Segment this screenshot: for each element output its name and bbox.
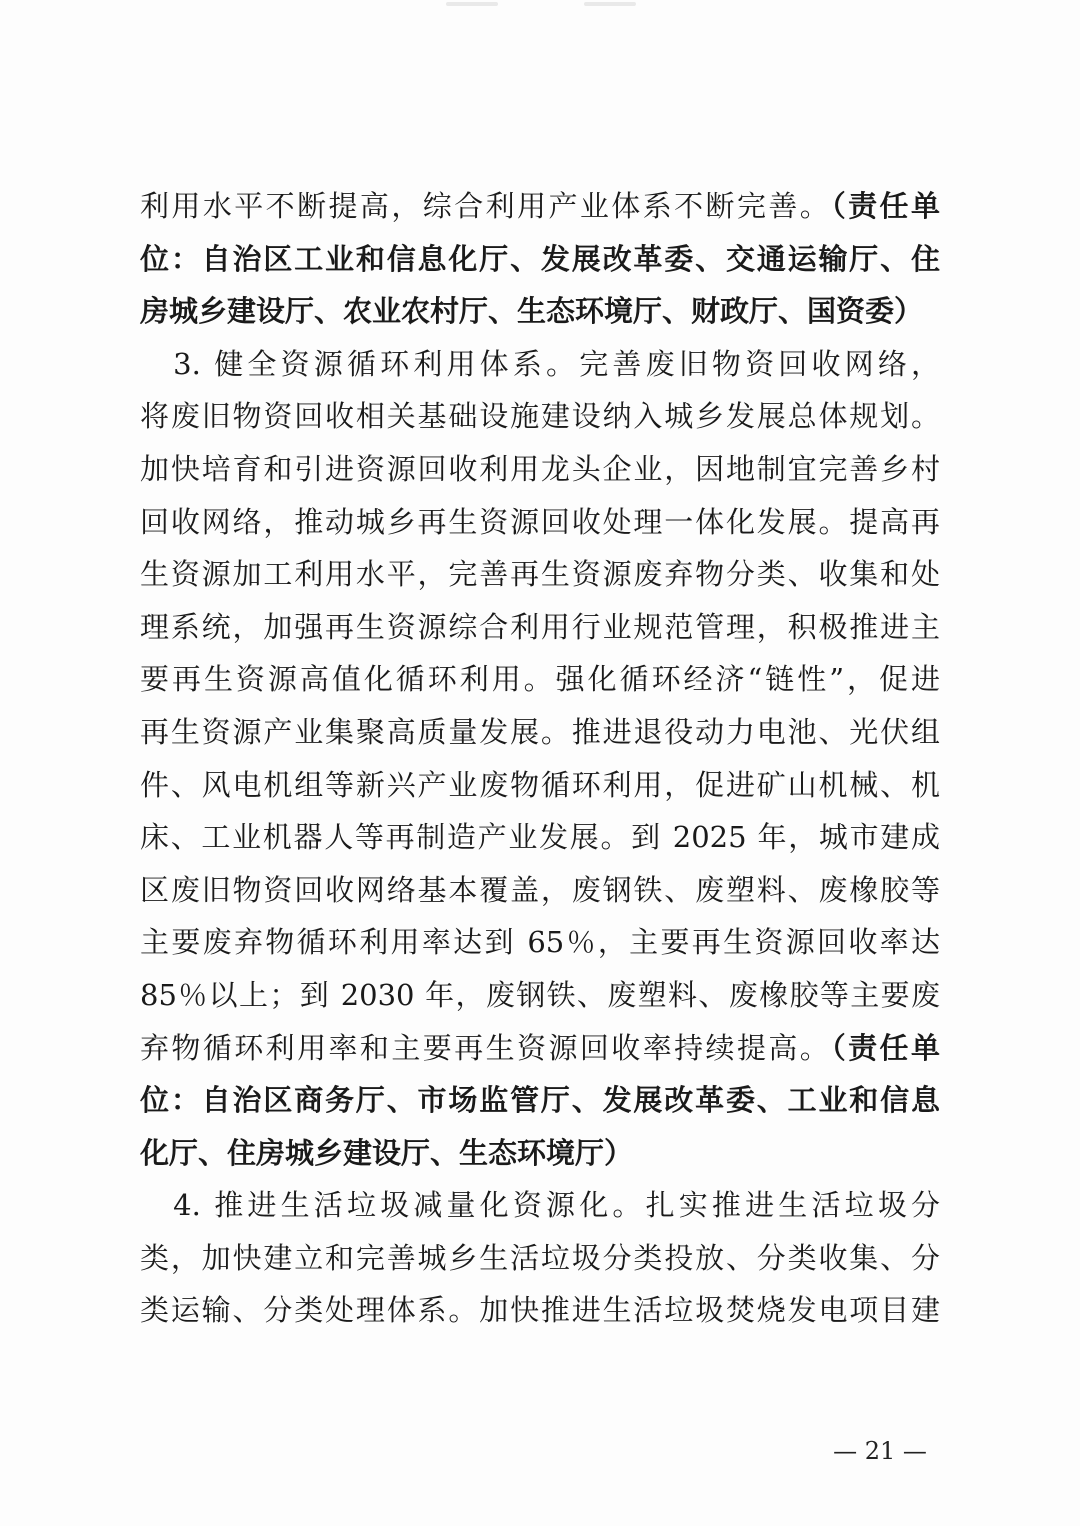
text-run: 3. 健全资源循环利用体系。完善废旧物资回收网络， — [140, 346, 940, 381]
scan-artifact — [446, 2, 498, 6]
text-run: 要再生资源高值化循环利用。强化循环经济“链性”，促进 — [140, 662, 940, 697]
text-run: 回收网络，推动城乡再生资源回收处理一体化发展。提高再 — [140, 504, 940, 539]
text-line — [140, 496, 940, 549]
responsibility-note: 位：自治区工业和信息化厅、发展改革委、交通运输厅、住 — [140, 241, 940, 276]
text-line — [140, 390, 940, 443]
text-run: 类，加快建立和完善城乡生活垃圾分类投放、分类收集、分 — [140, 1240, 940, 1275]
text-line — [140, 285, 940, 338]
text-line — [140, 1232, 940, 1285]
text-line — [140, 864, 940, 917]
text-run: 弃物循环利用率和主要再生资源回收率持续提高。 — [140, 1030, 832, 1065]
text-line — [140, 233, 940, 286]
document-body — [140, 180, 940, 1337]
text-line — [140, 1074, 940, 1127]
text-run: 生资源加工利用水平，完善再生资源废弃物分类、收集和处 — [140, 557, 940, 592]
text-line — [140, 653, 940, 706]
responsibility-note: 化厅、住房城乡建设厅、生态环境厅） — [140, 1135, 634, 1170]
text-line — [140, 1022, 940, 1075]
text-run: 件、风电机组等新兴产业废物循环利用，促进矿山机械、机 — [140, 767, 940, 802]
text-run: 类运输、分类处理体系。加快推进生活垃圾焚烧发电项目建 — [140, 1293, 940, 1328]
section-heading-line — [140, 338, 940, 391]
responsibility-note: 位：自治区商务厅、市场监管厅、发展改革委、工业和信息 — [140, 1083, 940, 1118]
text-line — [140, 1127, 940, 1180]
text-run: 4. 推进生活垃圾减量化资源化。扎实推进生活垃圾分 — [140, 1188, 940, 1223]
text-run: 床、工业机器人等再制造产业发展。到 2025 年，城市建成 — [140, 820, 940, 855]
text-line — [140, 969, 940, 1022]
text-run: 利用水平不断提高，综合利用产业体系不断完善。 — [140, 189, 832, 223]
section-heading-line — [140, 1179, 940, 1232]
text-line — [140, 916, 940, 969]
text-run: 主要废弃物循环利用率达到 65％，主要再生资源回收率达 — [140, 925, 940, 960]
text-run: 将废旧物资回收相关基础设施建设纳入城乡发展总体规划。 — [140, 399, 940, 434]
scan-artifact — [584, 2, 636, 6]
text-line — [140, 706, 940, 759]
text-line — [140, 180, 940, 233]
text-run: 再生资源产业集聚高质量发展。推进退役动力电池、光伏组 — [140, 714, 940, 749]
text-line — [140, 443, 940, 496]
responsibility-note: （责任单 — [831, 189, 940, 223]
responsibility-note: 房城乡建设厅、农业农村厅、生态环境厅、财政厅、国资委） — [140, 294, 924, 329]
text-run: 理系统，加强再生资源综合利用行业规范管理，积极推进主 — [140, 609, 940, 644]
text-run: 区废旧物资回收网络基本覆盖，废钢铁、废塑料、废橡胶等 — [140, 872, 940, 907]
text-line — [140, 811, 940, 864]
text-line — [140, 759, 940, 812]
text-line — [140, 601, 940, 654]
page-number: — 21 — — [833, 1437, 927, 1465]
text-run: 加快培育和引进资源回收利用龙头企业，因地制宜完善乡村 — [140, 451, 940, 486]
text-line — [140, 548, 940, 601]
text-line — [140, 1284, 940, 1337]
responsibility-note: （责任单 — [831, 1030, 940, 1065]
text-run: 85％以上；到 2030 年，废钢铁、废塑料、废橡胶等主要废 — [140, 977, 940, 1012]
